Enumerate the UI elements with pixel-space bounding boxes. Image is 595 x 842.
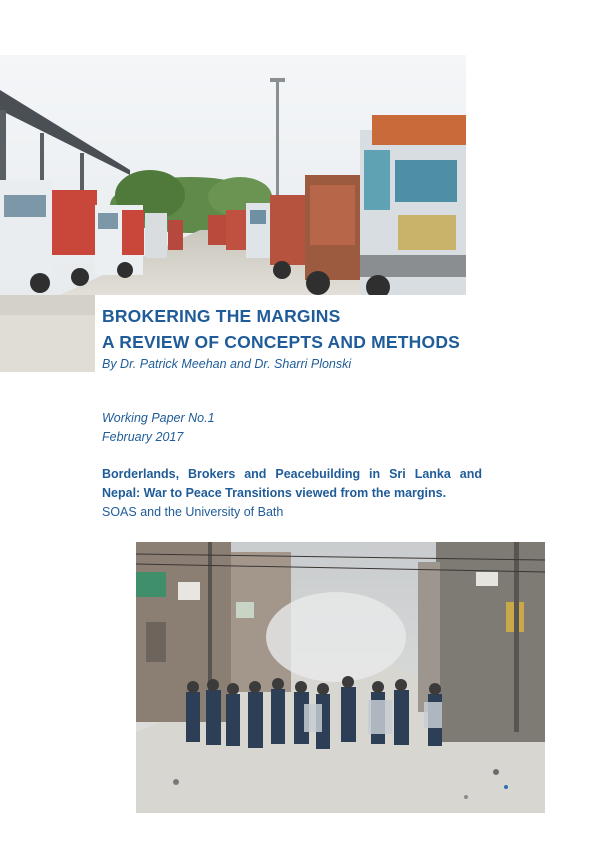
title-line-1: BROKERING THE MARGINS bbox=[102, 306, 341, 326]
title-block bbox=[102, 303, 582, 371]
publication-date: February 2017 bbox=[102, 430, 184, 444]
riot-police-photo bbox=[136, 542, 545, 813]
project-info bbox=[102, 465, 482, 522]
authors: By Dr. Patrick Meehan and Dr. Sharri Plonski bbox=[102, 357, 352, 371]
trucks-photo-lower-left bbox=[0, 295, 95, 372]
trucks-photo bbox=[0, 55, 466, 295]
working-paper-info bbox=[102, 409, 215, 447]
institutions: SOAS and the University of Bath bbox=[102, 505, 284, 519]
project-title: Borderlands, Brokers and Peacebuilding in Sri Lanka and Nepal: War to Peace Transitions viewed from the margins. bbox=[102, 467, 482, 500]
title-line-2: A REVIEW OF CONCEPTS AND METHODS bbox=[102, 332, 461, 352]
working-paper-number: Working Paper No.1 bbox=[102, 411, 215, 425]
